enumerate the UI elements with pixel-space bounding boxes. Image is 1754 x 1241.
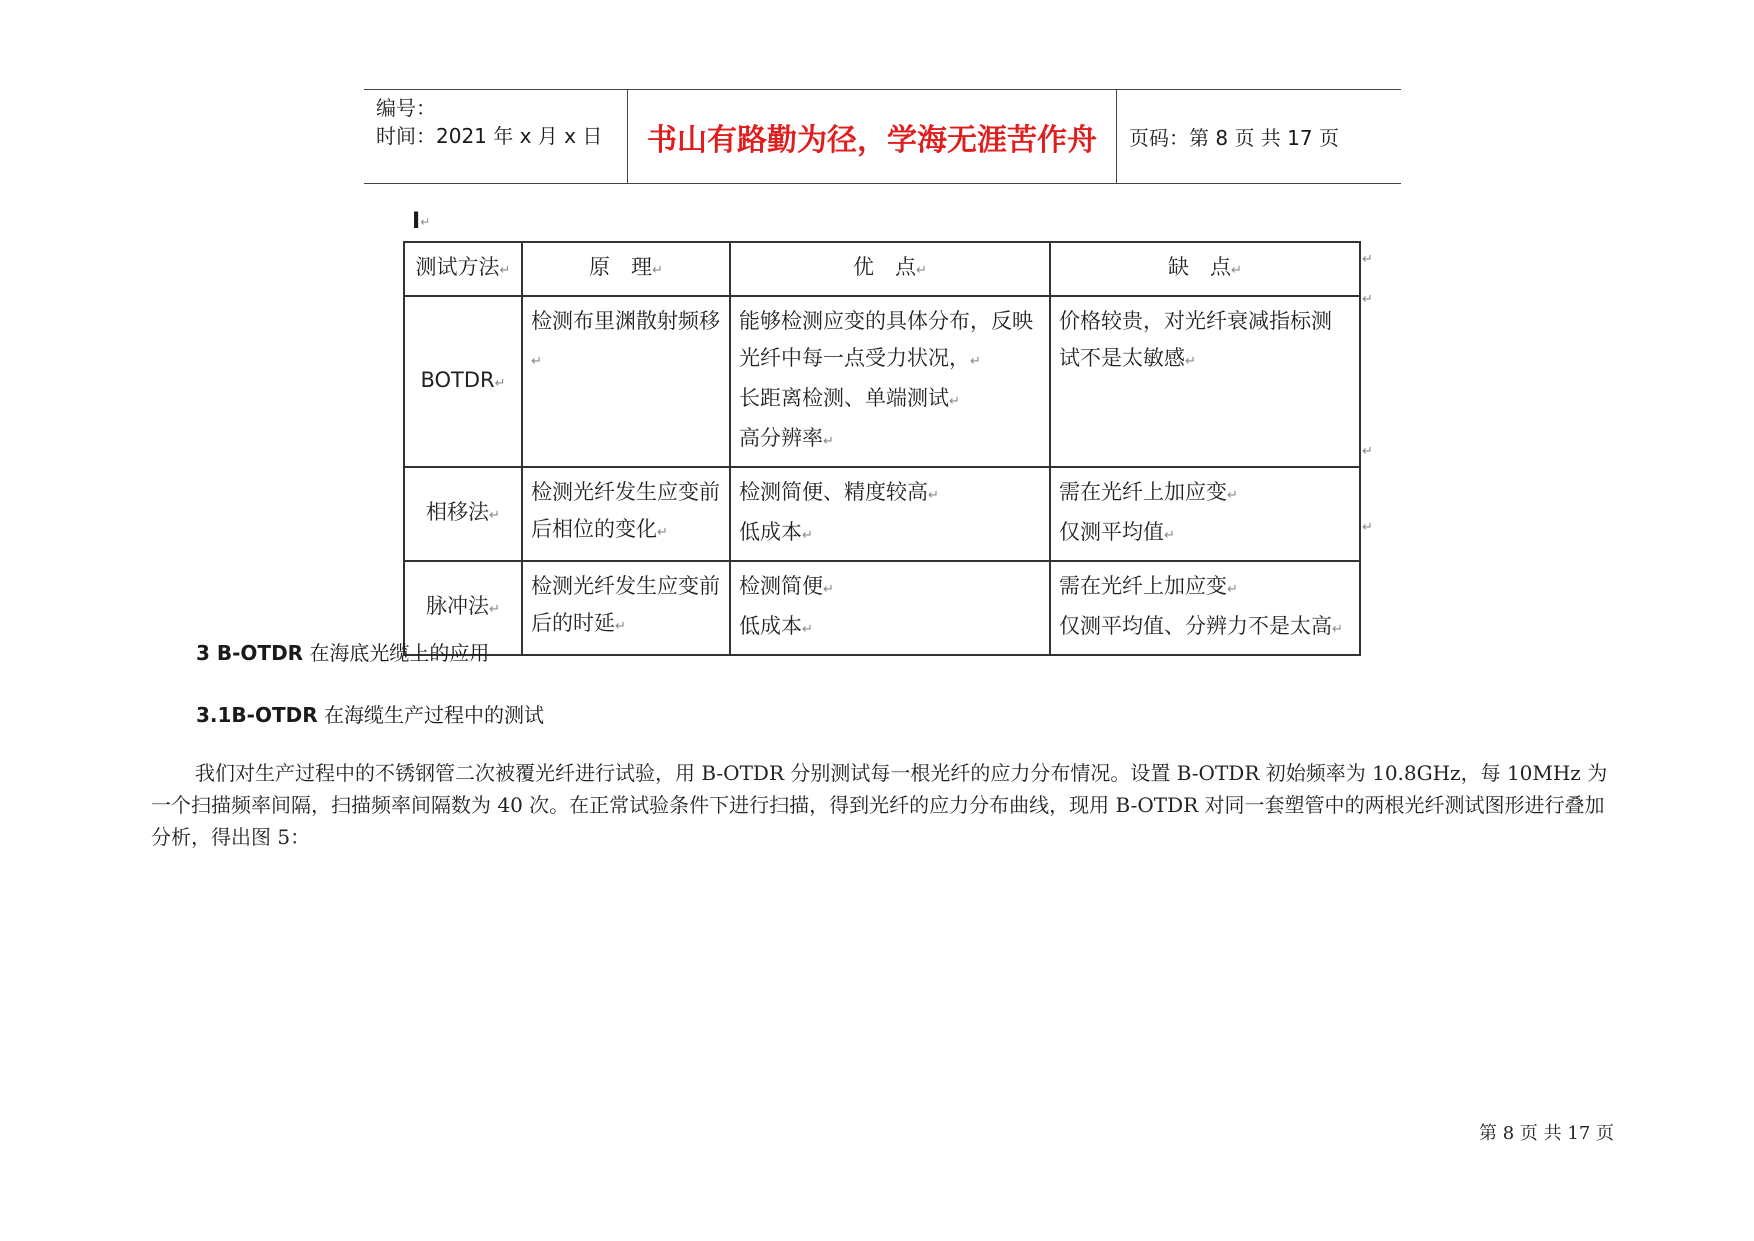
advantages-cell: [730, 467, 1050, 561]
document-time-label: 时间：2021 年 x 月 x 日: [376, 124, 603, 148]
comparison-table-image: [403, 241, 1359, 638]
principle-cell: 检测光纤发生应变前后的时延↵: [522, 561, 730, 655]
disadvantage-line: 仅测平均值、分辨力不是太高↵: [1059, 614, 1343, 638]
advantage-line: 长距离检测、单端测试↵: [739, 386, 960, 410]
row-end-mark: ↵: [1362, 252, 1373, 267]
advantage-line: 能够检测应变的具体分布，反映光纤中每一点受力状况，↵: [739, 309, 1033, 370]
table-header-cell: 测试方法↵: [404, 242, 522, 296]
disadvantage-line: 仅测平均值↵: [1059, 520, 1175, 544]
page-footer: 第 8 页 共 17 页: [1479, 1123, 1614, 1144]
advantage-line: 检测简便、精度较高↵: [739, 480, 939, 504]
section-heading-3-1: [196, 699, 544, 728]
disadvantage-line: 需在光纤上加应变↵: [1059, 480, 1238, 504]
section-number: 3 B-OTDR: [196, 641, 304, 665]
row-end-mark: ↵: [1362, 292, 1373, 307]
table-row: [404, 467, 1360, 561]
section-number: 3.1B-OTDR: [196, 703, 318, 727]
section-title: 在海底光缆上的应用: [303, 641, 490, 665]
table-header-cell: 优 点↵: [730, 242, 1050, 296]
section-heading-3: [196, 637, 489, 666]
table-header-cell: 缺 点↵: [1050, 242, 1360, 296]
cropped-text-fragment: [510, 593, 740, 601]
header-left-cell: [364, 90, 627, 183]
row-end-mark: ↵: [1362, 444, 1373, 459]
row-end-mark: ↵: [1362, 520, 1373, 535]
body-paragraph: [151, 757, 1611, 853]
method-cell: BOTDR↵: [404, 296, 522, 467]
table-row: [404, 561, 1360, 655]
body-paragraph-text: 我们对生产过程中的不锈钢管二次被覆光纤进行试验，用 B-OTDR 分别测试每一根光纤的应力分布情况。设置 B-OTDR 初始频率为 10.8GHz，每 10MHz 为一个扫描频率间隔，扫描频率间隔数为 40 次。在正常试验条件下进行扫描，得到光纤的应力分布曲线，现用 B-OTDR 对同一套塑管中的两根光纤测试图形进行叠加分析，得出图 5：: [151, 761, 1608, 849]
method-cell: 相移法↵: [404, 467, 522, 561]
disadvantages-cell: [1050, 561, 1360, 655]
paragraph-marker: I↵: [412, 209, 431, 234]
advantage-line: 低成本↵: [739, 520, 813, 544]
principle-cell: 检测布里渊散射频移↵: [522, 296, 730, 467]
advantage-line: 低成本↵: [739, 614, 813, 638]
table-header-row: [404, 242, 1360, 296]
advantages-cell: [730, 561, 1050, 655]
disadvantages-cell: [1050, 296, 1360, 467]
disadvantage-line: 价格较贵，对光纤衰减指标测试不是太敏感↵: [1059, 309, 1332, 370]
header-motto: 书山有路勤为径，学海无涯苦作舟: [627, 90, 1117, 183]
principle-cell: 检测光纤发生应变前后相位的变化↵: [522, 467, 730, 561]
section-title: 在海缆生产过程中的测试: [317, 703, 544, 727]
marker-text: I: [412, 209, 421, 234]
method-cell: 脉冲法↵: [404, 561, 522, 655]
header-page-info: 页码：第 8 页 共 17 页: [1129, 126, 1339, 150]
disadvantage-line: 需在光纤上加应变↵: [1059, 574, 1238, 598]
advantages-cell: [730, 296, 1050, 467]
document-number-label: 编号：: [376, 96, 436, 120]
advantage-line: 检测简便↵: [739, 574, 834, 598]
disadvantages-cell: [1050, 467, 1360, 561]
advantage-line: 高分辨率↵: [739, 426, 834, 450]
table-header-cell: 原 理↵: [522, 242, 730, 296]
table-row: [404, 296, 1360, 467]
page-header: [364, 89, 1401, 184]
